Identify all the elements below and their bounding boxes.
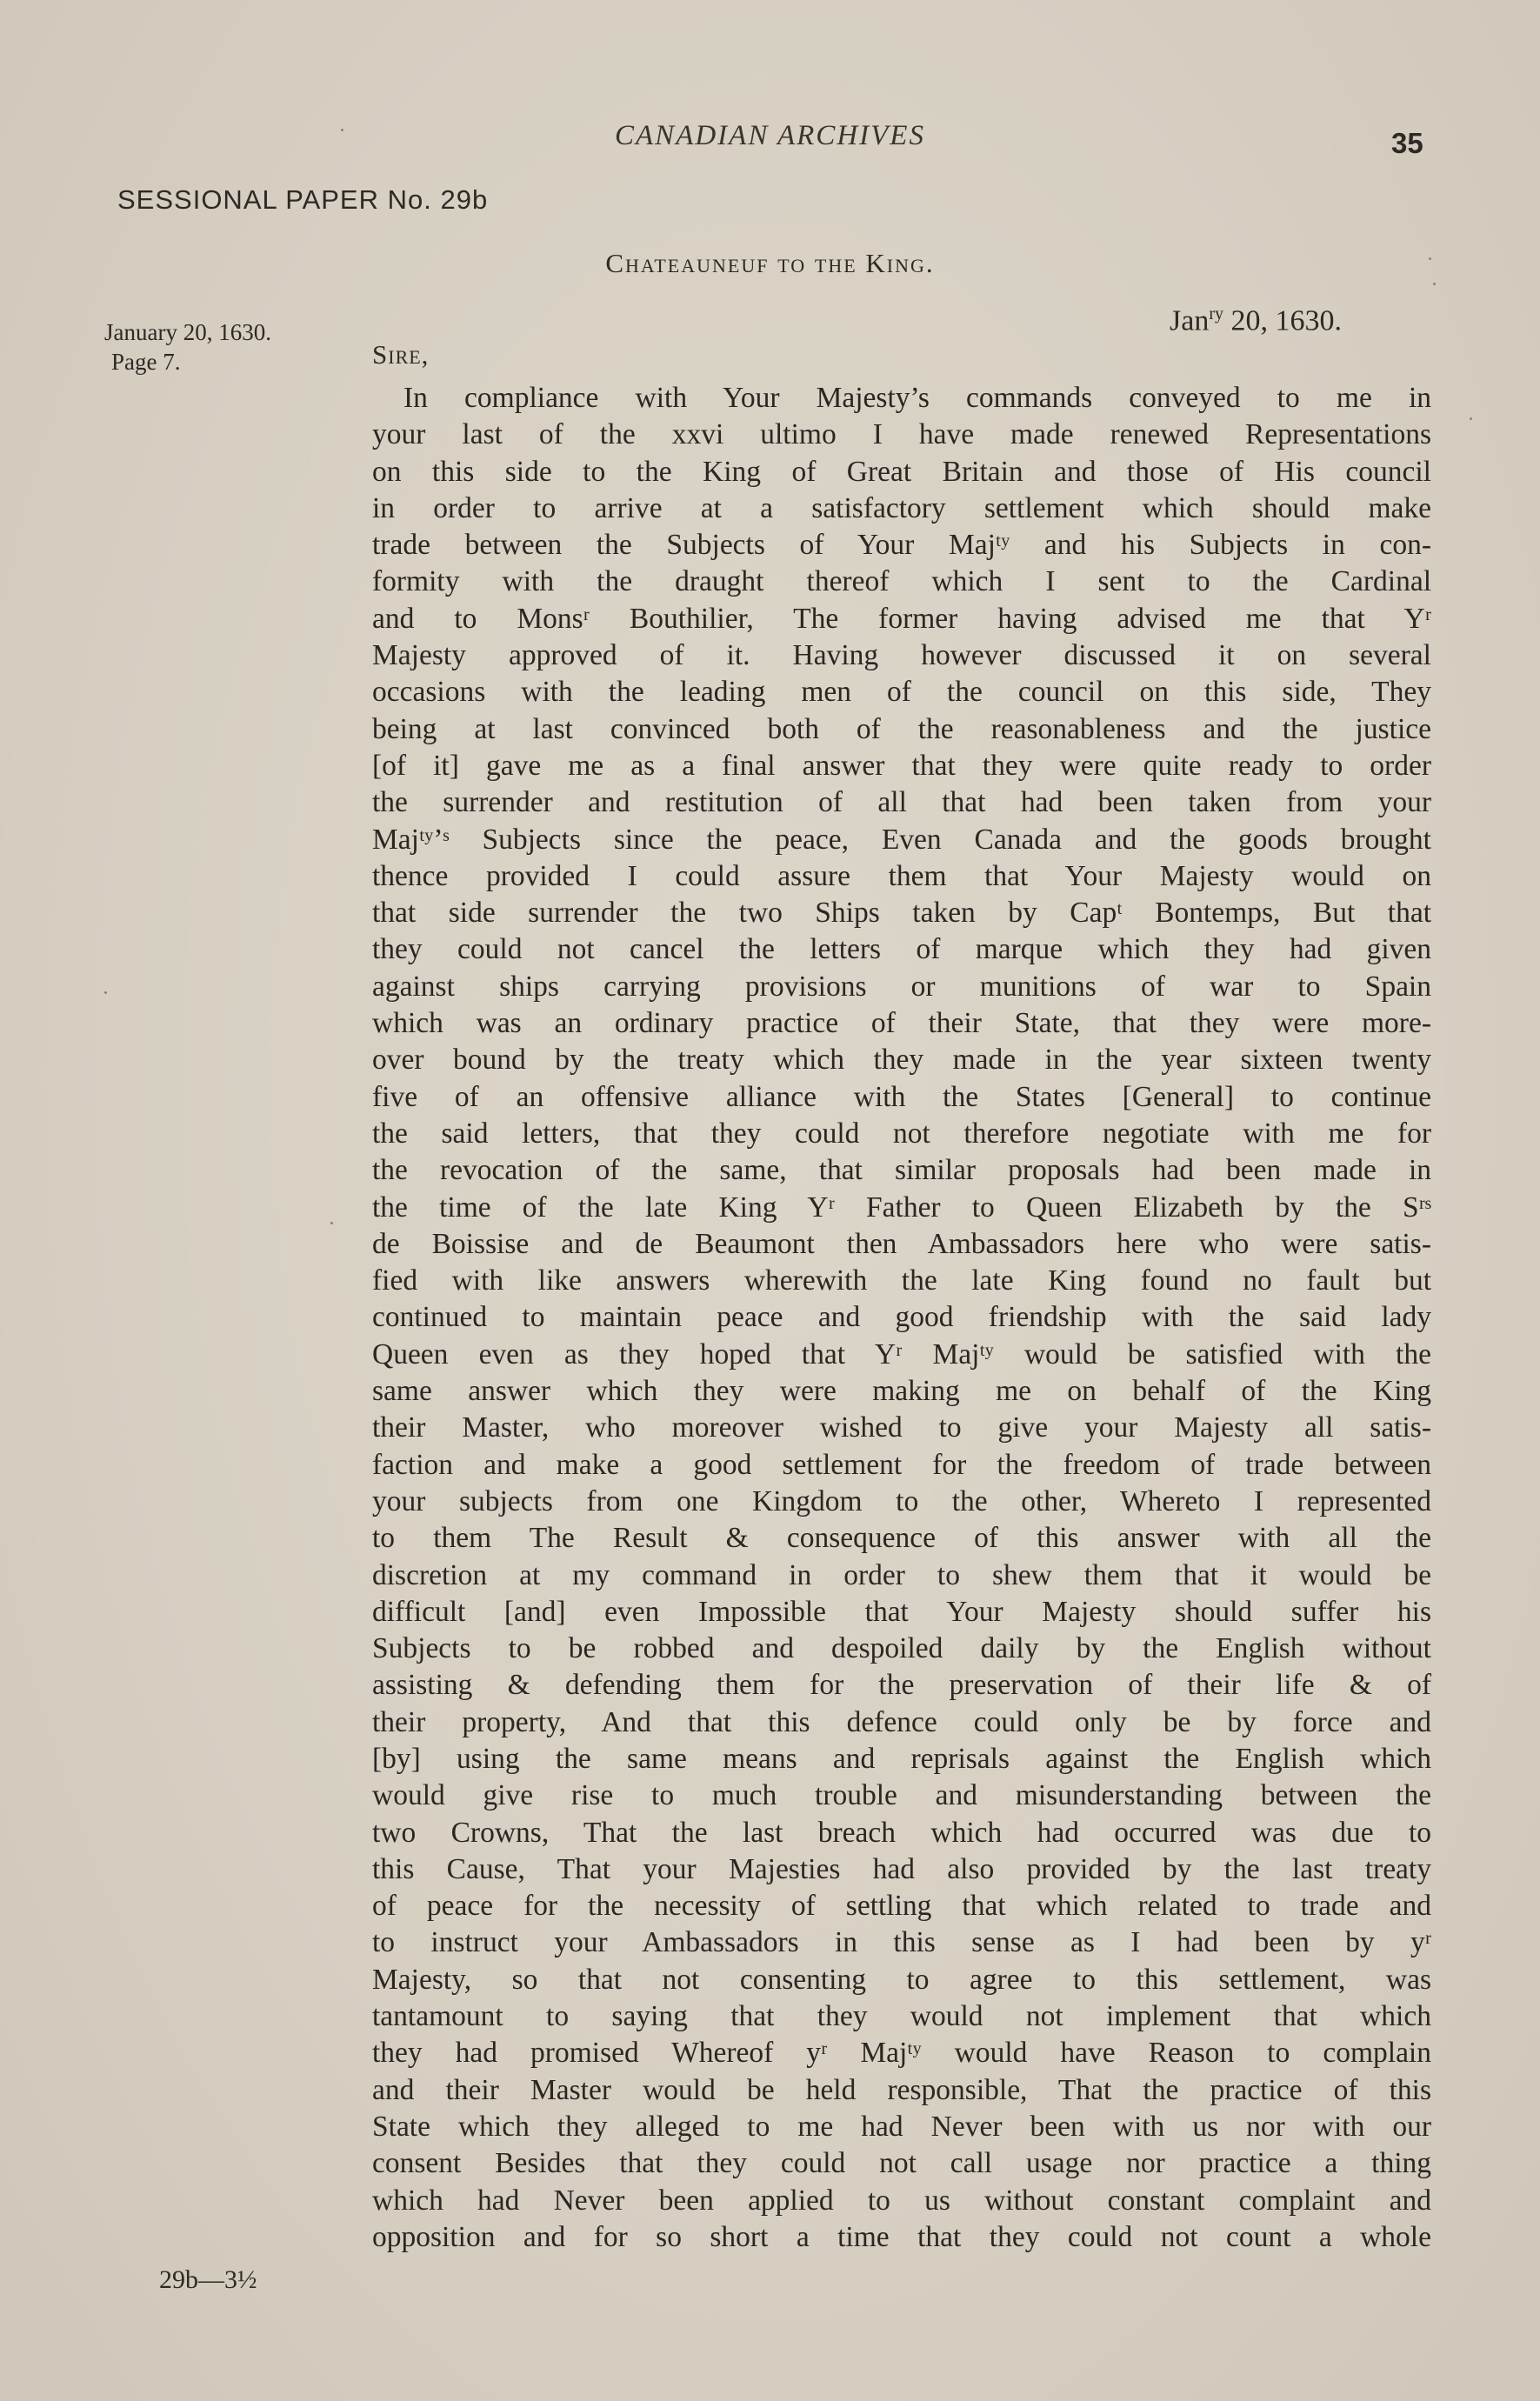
body-line: being at last convinced both of the reasonableness and the justice: [372, 712, 1431, 745]
body-line: trade between the Subjects of Your Majᵗʸ and his Subjects in con-: [372, 529, 1431, 562]
body-line: and their Master would be held responsible, That the practice of this: [372, 2073, 1431, 2106]
paper-speck: [330, 1222, 333, 1224]
body-line: this Cause, That your Majesties had also provided by the last treaty: [372, 1852, 1431, 1885]
body-line: the surrender and restitution of all that had been taken from your: [372, 786, 1431, 819]
body-line: the revocation of the same, that similar proposals had been made in: [372, 1154, 1431, 1187]
body-line: Subjects to be robbed and despoiled daily by the English without: [372, 1632, 1431, 1665]
body-line: [of it] gave me as a final answer that they were quite ready to order: [372, 749, 1431, 782]
body-line: five of an offensive alliance with the States [General] to continue: [372, 1080, 1431, 1113]
body-line: your last of the xxvi ultimo I have made renewed Representations: [372, 418, 1431, 451]
body-line: they could not cancel the letters of marque which they had given: [372, 933, 1431, 966]
dateline-month: Jan: [1170, 304, 1210, 337]
body-line: [by] using the same means and reprisals against the English which: [372, 1742, 1431, 1775]
body-line: assisting & defending them for the preservation of their life & of: [372, 1669, 1431, 1702]
body-line: In compliance with Your Majesty’s commands conveyed to me in: [403, 382, 1431, 414]
body-line: discretion at my command in order to shew them that it would be: [372, 1558, 1431, 1591]
body-line: the time of the late King Yʳ Father to Queen Elizabeth by the Sʳˢ: [372, 1190, 1431, 1224]
signature-mark: 29b—3½: [159, 2265, 257, 2294]
body-line: which had Never been applied to us without constant complaint and: [372, 2184, 1431, 2217]
body-line: de Boissise and de Beaumont then Ambassadors here who were satis-: [372, 1227, 1431, 1260]
body-line: consent Besides that they could not call usage nor practice a thing: [372, 2147, 1431, 2180]
paper-speck: [1433, 283, 1436, 285]
body-line: to them The Result & consequence of this answer with all the: [372, 1522, 1431, 1555]
margin-note-date: January 20, 1630.: [104, 319, 271, 345]
body-line: your subjects from one Kingdom to the other, Whereto I represented: [372, 1484, 1431, 1517]
paper-speck: [1429, 257, 1431, 260]
page-number: 35: [1391, 127, 1423, 159]
body-line: occasions with the leading men of the council on this side, They: [372, 676, 1431, 709]
dateline: [1170, 304, 1342, 337]
body-line: same answer which they were making me on behalf of the King: [372, 1375, 1431, 1408]
salutation: Sire,: [372, 339, 430, 370]
body-line: Queen even as they hoped that Yʳ Majᵗʸ would be satisfied with the: [372, 1337, 1431, 1371]
paper-speck: [341, 129, 343, 131]
body-line: to instruct your Ambassadors in this sense as I had been by yʳ: [372, 1926, 1431, 1959]
body-line: thence provided I could assure them that Your Majesty would on: [372, 859, 1431, 892]
body-line: they had promised Whereof yʳ Majᵗʸ would have Reason to complain: [372, 2037, 1431, 2070]
body-line: which was an ordinary practice of their State, that they were more-: [372, 1007, 1431, 1040]
letter-body: [372, 380, 1431, 2256]
body-line: Majesty approved of it. Having however discussed it on several: [372, 639, 1431, 672]
body-line: over bound by the treaty which they made in the year sixteen twenty: [372, 1044, 1431, 1077]
body-line: State which they alleged to me had Never been with us nor with our: [372, 2110, 1431, 2143]
dateline-month-sup: ry: [1209, 304, 1223, 323]
body-line: Majᵗʸ’ˢ Subjects since the peace, Even Canada and the goods brought: [372, 823, 1431, 856]
body-line: in order to arrive at a satisfactory settlement which should make: [372, 491, 1431, 524]
paper-speck: [1470, 417, 1472, 420]
body-line: their property, And that this defence could only be by force and: [372, 1705, 1431, 1738]
body-line: that side surrender the two Ships taken by Capᵗ Bontemps, But that: [372, 897, 1431, 930]
body-line: Majesty, so that not consenting to agree to this settlement, was: [372, 1963, 1431, 1996]
body-line: of peace for the necessity of settling that which related to trade and: [372, 1890, 1431, 1923]
letter-heading: Chateauneuf to the King.: [605, 248, 935, 278]
running-head: CANADIAN ARCHIVES: [615, 120, 925, 151]
body-line: difficult [and] even Impossible that Your Majesty should suffer his: [372, 1595, 1431, 1628]
body-line: continued to maintain peace and good friendship with the said lady: [372, 1301, 1431, 1334]
margin-note: [104, 317, 271, 377]
body-line: tantamount to saying that they would not implement that which: [372, 2000, 1431, 2033]
body-line: faction and make a good settlement for the freedom of trade between: [372, 1448, 1431, 1481]
margin-note-page: Page 7.: [111, 349, 181, 375]
body-line: two Crowns, That the last breach which had occurred was due to: [372, 1816, 1431, 1849]
body-line: against ships carrying provisions or munitions of war to Spain: [372, 970, 1431, 1003]
dateline-rest: 20, 1630.: [1223, 304, 1342, 337]
body-line: formity with the draught thereof which I sent to the Cardinal: [372, 565, 1431, 598]
body-line: and to Monsʳ Bouthilier, The former having advised me that Yʳ: [372, 602, 1431, 635]
body-line: on this side to the King of Great Britain and those of His council: [372, 455, 1431, 488]
sessional-paper-label: SESSIONAL PAPER No. 29b: [117, 184, 489, 215]
body-line: opposition and for so short a time that they could not count a whole: [372, 2220, 1431, 2253]
body-line: the said letters, that they could not therefore negotiate with me for: [372, 1117, 1431, 1150]
body-line: would give rise to much trouble and misunderstanding between the: [372, 1779, 1431, 1812]
paper-speck: [104, 991, 107, 994]
body-line: their Master, who moreover wished to give your Majesty all satis-: [372, 1411, 1431, 1444]
body-line: fied with like answers wherewith the late King found no fault but: [372, 1264, 1431, 1297]
